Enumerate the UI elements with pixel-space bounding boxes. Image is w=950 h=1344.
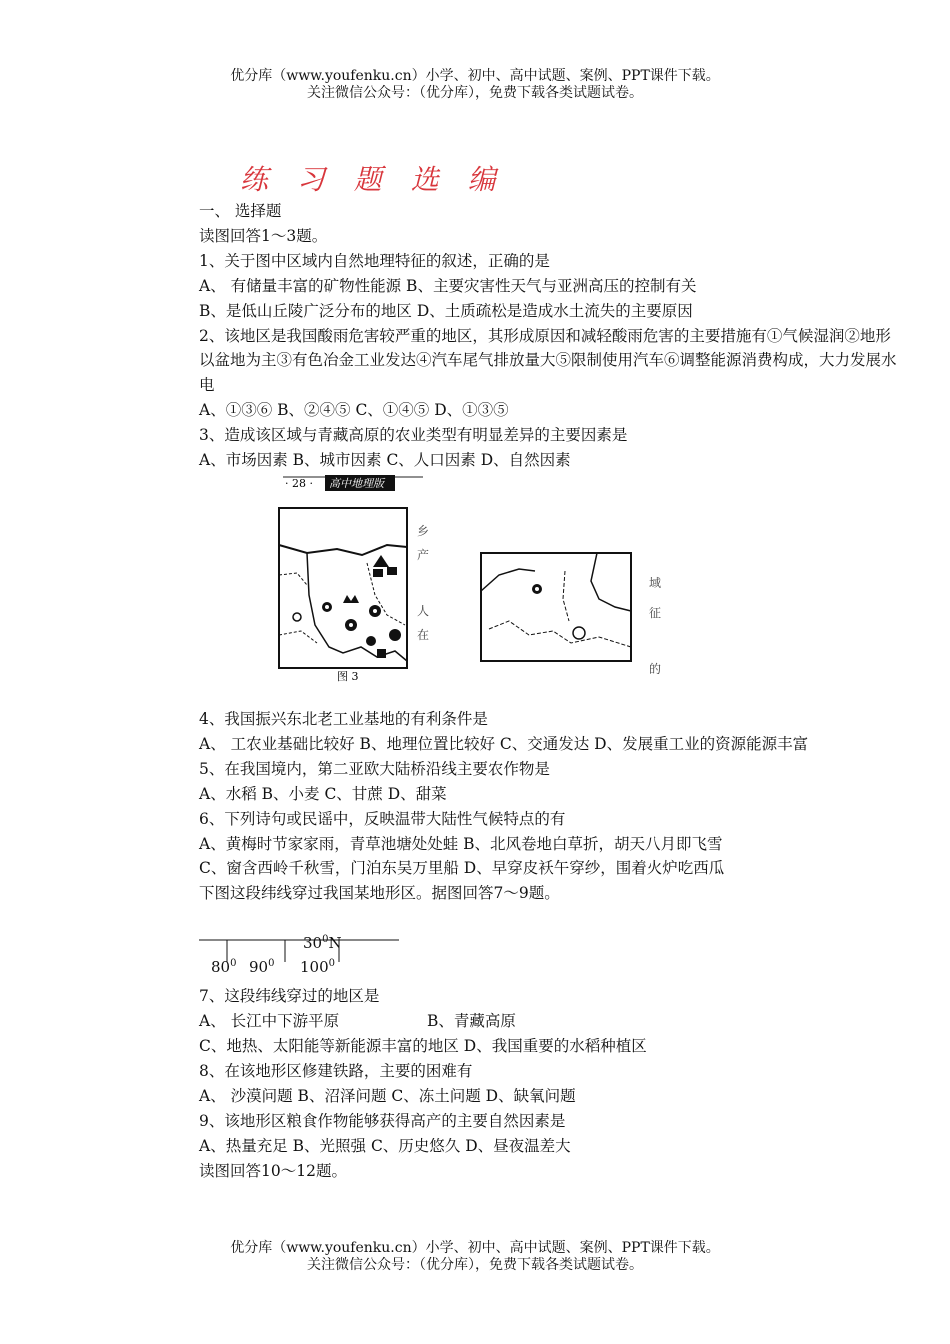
page-title: 练 习 题 选 编 bbox=[240, 163, 506, 196]
intro-10-12: 读图回答10～12题。 bbox=[199, 1161, 347, 1180]
latitude-figure bbox=[199, 906, 899, 984]
q9-options: A、热量充足 B、光照强 C、历史悠久 D、昼夜温差大 bbox=[199, 1136, 571, 1155]
q4-options: A、 工农业基础比较好 B、地理位置比较好 C、交通发达 D、发展重工业的资源能源丰富 bbox=[199, 734, 809, 753]
document-body bbox=[199, 199, 899, 1183]
longitude-label-90: $90^0$ bbox=[249, 958, 275, 977]
q7-stem: 7、这段纬线穿过的地区是 bbox=[199, 987, 380, 1006]
q2-options: A、①③⑥ B、②④⑤ C、①④⑤ D、①③⑤ bbox=[199, 401, 509, 420]
svg-text:人: 人 bbox=[417, 603, 430, 618]
q2-stem: 2、该地区是我国酸雨危害较严重的地区，其形成原因和减轻酸雨危害的主要措施有①气候湿润②地形以盆地为主③有色冶金工业发达④汽车尾气排放量大⑤限制使用汽车⑥调整能源消费构成，大力发展水电 bbox=[199, 326, 897, 395]
figure-label: 图 3 bbox=[337, 669, 359, 683]
intro-1-3: 读图回答1～3题。 bbox=[199, 226, 328, 245]
q6-stem: 6、下列诗句或民谣中，反映温带大陆性气候特点的有 bbox=[199, 809, 566, 828]
map-figure-3 bbox=[277, 475, 497, 700]
page-footer bbox=[0, 1240, 950, 1274]
longitude-label-80: $80^0$ bbox=[211, 958, 237, 977]
svg-text:乡: 乡 bbox=[417, 523, 430, 538]
q6-options-2: C、窗含西岭千秋雪，门泊东吴万里船 D、早穿皮袄午穿纱，围着火炉吃西瓜 bbox=[199, 859, 725, 878]
svg-text:域: 域 bbox=[649, 575, 662, 590]
page-header bbox=[0, 68, 950, 102]
q5-stem: 5、在我国境内，第二亚欧大陆桥沿线主要农作物是 bbox=[199, 759, 550, 778]
q7-options-1 bbox=[199, 1009, 899, 1034]
latitude-label: $30^0N$ bbox=[303, 934, 342, 953]
q4-stem: 4、我国振兴东北老工业基地的有利条件是 bbox=[199, 709, 488, 728]
q7-option-b: B、青藏高原 bbox=[427, 1012, 516, 1031]
q8-stem: 8、在该地形区修建铁路，主要的困难有 bbox=[199, 1061, 473, 1080]
svg-text:的: 的 bbox=[649, 661, 662, 676]
header-line-2: 关注微信公众号：（优分库），免费下载各类试题试卷。 bbox=[307, 85, 643, 101]
longitude-label-100: $100^0$ bbox=[300, 958, 336, 977]
q6-options-1: A、黄梅时节家家雨，青草池塘处处蛙 B、北风卷地白草折，胡天八月即飞雪 bbox=[199, 834, 723, 853]
q7-option-a: A、 长江中下游平原 bbox=[199, 1012, 340, 1031]
svg-text:征: 征 bbox=[649, 605, 662, 620]
banner: 高中地理版 bbox=[329, 476, 384, 490]
q5-options: A、水稻 B、小麦 C、甘蔗 D、甜菜 bbox=[199, 784, 447, 803]
q3-stem: 3、造成该区域与青藏高原的农业类型有明显差异的主要因素是 bbox=[199, 426, 628, 445]
map-figure-right bbox=[479, 551, 669, 701]
svg-text:产: 产 bbox=[417, 547, 430, 562]
svg-text:在: 在 bbox=[417, 627, 430, 642]
q1-stem: 1、关于图中区域内自然地理特征的叙述，正确的是 bbox=[199, 251, 550, 270]
footer-line-1: 优分库（www.youfenku.cn）小学、初中、高中试题、案例、PPT课件下载。 bbox=[230, 1240, 720, 1256]
q8-options: A、 沙漠问题 B、沼泽问题 C、冻土问题 D、缺氧问题 bbox=[199, 1086, 576, 1105]
map-figures bbox=[199, 473, 899, 707]
intro-7-9: 下图这段纬线穿过我国某地形区。据图回答7～9题。 bbox=[199, 884, 560, 903]
page-tag: · 28 · bbox=[285, 476, 313, 490]
q3-options: A、市场因素 B、城市因素 C、人口因素 D、自然因素 bbox=[199, 451, 571, 470]
q1-options-1: A、 有储量丰富的矿物性能源 B、主要灾害性天气与亚洲高压的控制有关 bbox=[199, 276, 697, 295]
q7-options-2: C、地热、太阳能等新能源丰富的地区 D、我国重要的水稻种植区 bbox=[199, 1037, 647, 1056]
section-heading: 一、 选择题 bbox=[199, 202, 282, 220]
header-line-1: 优分库（www.youfenku.cn）小学、初中、高中试题、案例、PPT课件下载。 bbox=[230, 68, 720, 84]
q1-options-2: B、是低山丘陵广泛分布的地区 D、土质疏松是造成水土流失的主要原因 bbox=[199, 301, 693, 320]
footer-line-2: 关注微信公众号：（优分库），免费下载各类试题试卷。 bbox=[307, 1257, 643, 1273]
q9-stem: 9、该地形区粮食作物能够获得高产的主要自然因素是 bbox=[199, 1111, 566, 1130]
